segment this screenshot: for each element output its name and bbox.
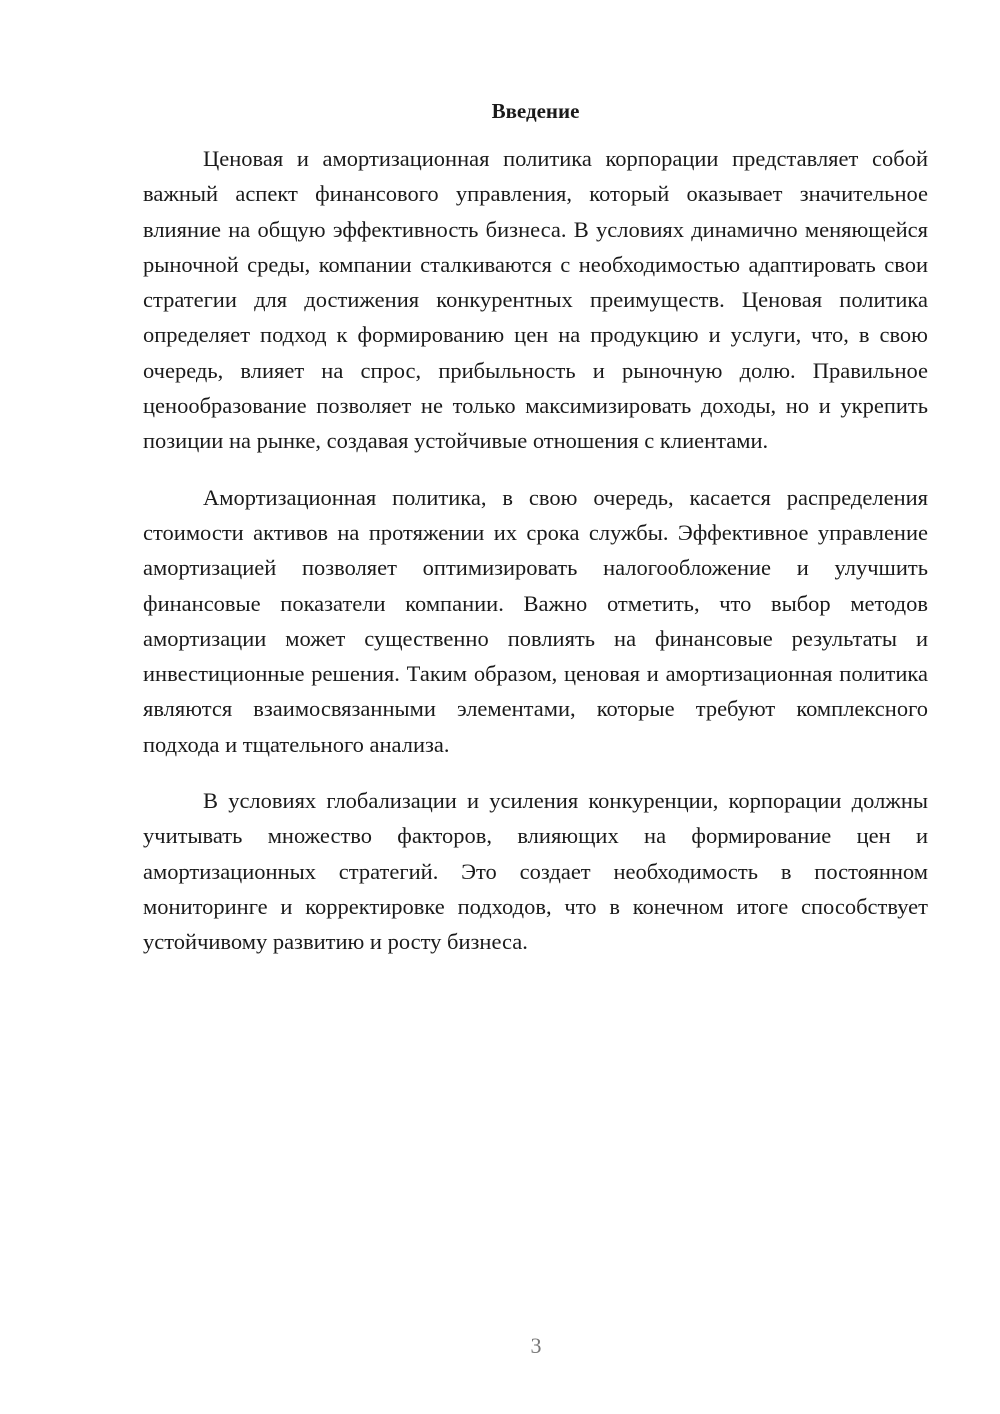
body-text: [143, 141, 928, 981]
paragraph-1: Ценовая и амортизационная политика корпорации представляет собой важный аспект финансового управления, который оказывает значительное влияние на общую эффективность бизнеса. В условиях динамично меняющейся рыночной среды, компании сталкиваются с необходимостью адаптировать свои стратегии для достижения конкурентных преимуществ. Ценовая политика определяет подход к формированию цен на продукцию и услуги, что, в свою очередь, влияет на спрос, прибыльность и рыночную долю. Правильное ценообразование позволяет не только максимизировать доходы, но и укрепить позиции на рынке, создавая устойчивые отношения с клиентами.: [143, 146, 928, 454]
paragraph-2: Амортизационная политика, в свою очередь, касается распределения стоимости активов на протяжении их срока службы. Эффективное управление амортизацией позволяет оптимизировать налогообложение и улучшить финансовые показатели компании. Важно отметить, что выбор методов амортизации может существенно повлиять на финансовые результаты и инвестиционные решения. Таким образом, ценовая и амортизационная политика являются взаимосвязанными элементами, которые требуют комплексного подхода и тщательного анализа.: [143, 484, 928, 757]
section-heading: Введение: [491, 99, 580, 123]
paragraph-3: В условиях глобализации и усиления конкуренции, корпорации должны учитывать множество факторов, влияющих на формирование цен и амортизационных стратегий. Это создает необходимость в постоянном мониторинге и корректировке подходов, что в конечном итоге способствует устойчивому развитию и росту бизнеса.: [143, 788, 928, 955]
page-number: 3: [530, 1333, 542, 1358]
